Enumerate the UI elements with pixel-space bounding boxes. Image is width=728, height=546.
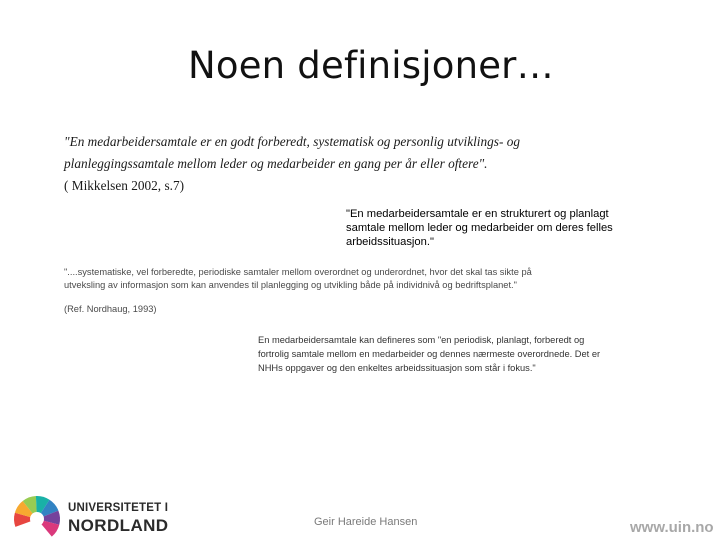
logo-hub bbox=[30, 512, 44, 526]
quote-reference: (Ref. Nordhaug, 1993) bbox=[64, 304, 157, 314]
quote-line: "....systematiske, vel forberedte, periodiske samtaler mellom overordnet og underordnet, hvor det skal tas sikte på bbox=[64, 267, 532, 277]
footer-author: Geir Hareide Hansen bbox=[314, 516, 418, 528]
university-logo bbox=[10, 492, 169, 542]
quote-line: utveksling av informasjon som kan anvendes til planlegging og utvikling både på individnivå og bedriftsplanet." bbox=[64, 280, 517, 290]
logo-mark-icon bbox=[10, 492, 64, 542]
quote-line: "En medarbeidersamtale er en strukturert og planlagt bbox=[346, 208, 609, 220]
quote-line: arbeidssituasjon." bbox=[346, 236, 434, 248]
quote-line: NHHs oppgaver og den enkeltes arbeidssituasjon som står i fokus." bbox=[258, 363, 536, 373]
logo-line-1: UNIVERSITETET I bbox=[68, 502, 169, 514]
quote-line: samtale mellom leder og medarbeider om deres felles bbox=[346, 222, 613, 234]
logo-wordmark bbox=[68, 503, 168, 534]
slide-title: Noen definisjoner… bbox=[188, 44, 554, 87]
quote-line: "En medarbeidersamtale er en godt forberedt, systematisk og personlig utviklings- og bbox=[64, 134, 521, 149]
quote-line: fortrolig samtale mellom en medarbeider og dennes nærmeste overordnede. Det er bbox=[258, 349, 601, 359]
definition-mikkelsen bbox=[64, 131, 520, 197]
quote-reference: ( Mikkelsen 2002, s.7) bbox=[64, 178, 185, 193]
definition-nordhaug bbox=[64, 266, 532, 316]
quote-line: En medarbeidersamtale kan defineres som "en periodisk, planlagt, forberedt og bbox=[258, 335, 585, 345]
definition-nhh bbox=[258, 333, 600, 375]
logo-line-2: NORDLAND bbox=[68, 515, 169, 535]
footer-url: www.uin.no bbox=[630, 519, 714, 536]
quote-line: planleggingssamtale mellom leder og medarbeider en gang per år eller oftere". bbox=[64, 156, 488, 171]
definition-structured-conversation bbox=[346, 207, 613, 249]
